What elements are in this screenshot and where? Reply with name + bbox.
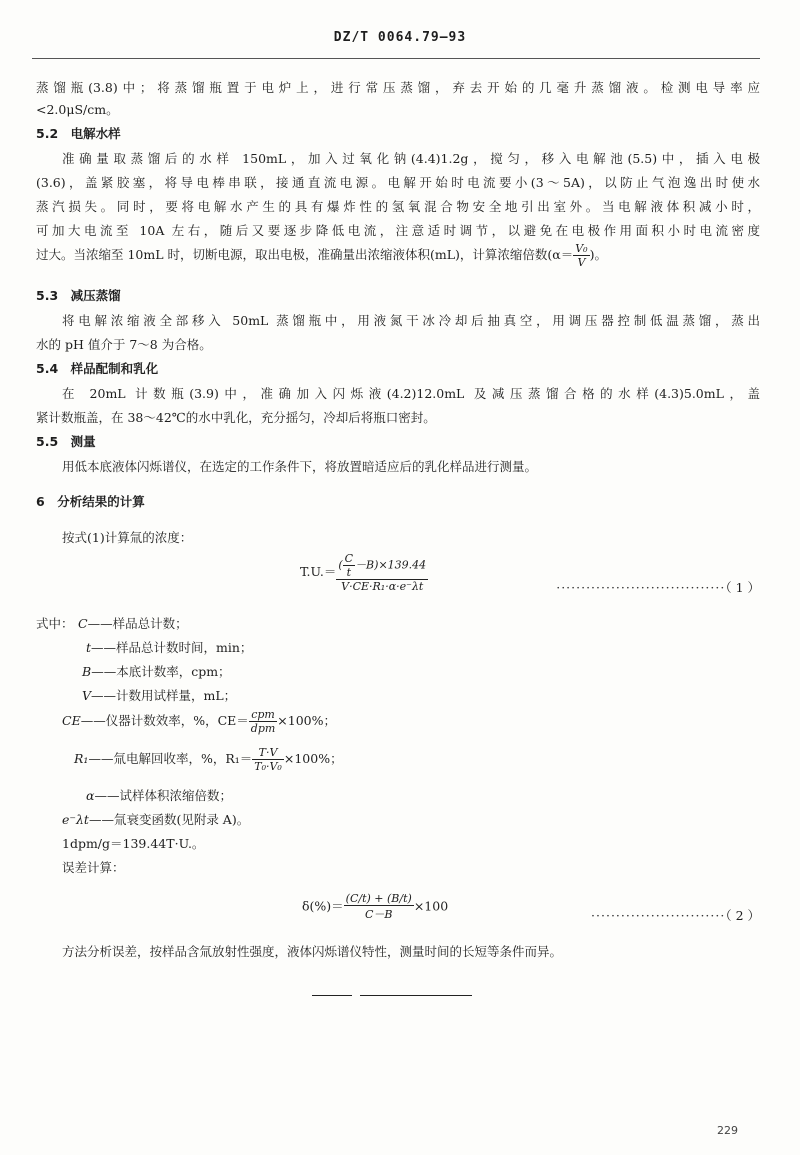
- equation-2: [302, 892, 448, 922]
- section-title-6: 6 分析结果的计算: [36, 494, 145, 509]
- para-line: 紧计数瓶盖，在 38～42℃的水中乳化，充分摇匀，冷却后将瓶口密封。: [36, 410, 436, 425]
- var-desc: ——仪器计数效率，%，CE＝: [80, 713, 249, 728]
- where-label: 式中：: [36, 616, 74, 631]
- closing-paragraph: 方法分析误差，按样品含氚放射性强度，液体闪烁谱仪特性，测量时间的长短等条件而异。: [62, 944, 563, 959]
- var-t: [86, 638, 252, 656]
- eq1-numerator: ( $\frac{C}{t}$ －B)×139.44: [338, 552, 427, 579]
- ce-num: cpm: [249, 708, 278, 722]
- eq1-t: t: [346, 566, 352, 579]
- var-v: [82, 686, 236, 704]
- unit-conversion: 1dpm/g＝139.44T·U.。: [62, 836, 205, 851]
- var-sym: t: [86, 640, 92, 655]
- concentration-factor-fraction: [573, 242, 589, 269]
- var-desc: ——氚衰变函数(见附录 A)。: [88, 812, 250, 827]
- var-desc: ——氚电解回收率，%，R₁＝: [88, 751, 253, 766]
- eq2-no: （ 2 ）: [725, 908, 760, 923]
- page-number: 229: [717, 1124, 738, 1137]
- var-desc: ——试样体积浓缩倍数；: [94, 788, 232, 803]
- var-decay: [62, 810, 249, 828]
- para-line: 蒸汽损失。同时，要将电解水产生的具有爆炸性的氢氧混合物安全地引出室外。当电解液体积减小时，: [36, 199, 760, 214]
- eq2-tail: ×100: [413, 898, 449, 914]
- ce-fraction: [249, 708, 278, 735]
- eq2-lhs: δ(%)＝: [302, 898, 344, 914]
- var-b: [82, 662, 231, 680]
- section-title-5-2: 5.2 电解水样: [36, 126, 121, 141]
- r1-num: T·V: [252, 746, 284, 760]
- para-line: 在 20mL 计数瓶(3.9)中，准确加入闪烁液(4.2)12.0mL 及减压蒸馏合格的水样(4.3)5.0mL，盖: [62, 386, 760, 401]
- para-line: 用低本底液体闪烁谱仪，在选定的工作条件下，将放置暗适应后的乳化样品进行测量。: [62, 459, 538, 474]
- r1-tail: ×100%；: [283, 751, 343, 766]
- var-alpha: [86, 786, 232, 804]
- var-desc: ——计数用试样量，mL；: [91, 688, 237, 703]
- var-sym: R₁: [74, 751, 89, 766]
- leader-dots: ··································: [556, 580, 726, 595]
- fraction-denominator: V: [577, 256, 586, 269]
- standard-number: DZ/T 0064.79—93: [333, 30, 467, 45]
- para-line: 将电解浓缩液全部移入 50mL 蒸馏瓶中，用液氮干冰冷却后抽真空，用调压器控制低温蒸馏，蒸出: [62, 313, 760, 328]
- var-desc: ——本底计数率，cpm；: [91, 664, 231, 679]
- var-desc: ——样品总计数时间，min；: [91, 640, 253, 655]
- eq1-factor: ×139.44: [378, 558, 427, 572]
- eq2-numerator: (C/t) + (B/t): [345, 892, 412, 905]
- para-line: <2.0μS/cm。: [36, 102, 119, 117]
- para-text: 过大。当浓缩至 10mL 时，切断电源，取出电极，准确量出浓缩液体积(mL)，计算浓缩倍数(α＝: [36, 247, 574, 262]
- equation-1: [300, 552, 428, 593]
- eq1-c: C: [344, 552, 354, 565]
- end-rule-long: [360, 995, 472, 996]
- error-intro: 误差计算：: [62, 860, 125, 875]
- equation-1-number: [556, 578, 760, 596]
- para-line: 蒸馏瓶(3.8)中；将蒸馏瓶置于电炉上，进行常压蒸馏，弃去开始的几毫升蒸馏液。检测电导率应: [36, 80, 760, 95]
- var-sym: α: [86, 788, 95, 803]
- formula-intro: 按式(1)计算氚的浓度：: [62, 530, 193, 545]
- var-desc: ——样品总计数；: [87, 616, 188, 631]
- section-title-5-5: 5.5 测量: [36, 434, 96, 449]
- ce-den: dpm: [250, 722, 276, 735]
- eq1-fraction: [336, 552, 428, 593]
- end-rule-short: [312, 995, 352, 996]
- header-rule: [32, 58, 760, 59]
- para-line: 水的 pH 值介于 7～8 为合格。: [36, 337, 212, 352]
- fraction-numerator: V₀: [575, 242, 588, 255]
- var-sym: V: [82, 688, 92, 703]
- var-c: [78, 614, 188, 632]
- eq1-denominator: V·CE·R₁·α·e⁻λt: [341, 580, 424, 593]
- eq1-no: （ 1 ）: [725, 580, 760, 595]
- para-line-with-fraction: [36, 242, 607, 269]
- eq1-minus-b: －B: [355, 558, 375, 572]
- var-ce: [62, 708, 336, 735]
- var-r1: [74, 746, 343, 773]
- section-title-5-3: 5.3 减压蒸馏: [36, 288, 121, 303]
- leader-dots: ···························: [591, 908, 726, 923]
- var-sym: e⁻λt: [62, 812, 89, 827]
- r1-den: T₀·V₀: [254, 760, 282, 773]
- var-sym: B: [82, 664, 92, 679]
- section-title-5-4: 5.4 样品配制和乳化: [36, 361, 159, 376]
- var-sym: C: [78, 616, 88, 631]
- para-line: 准确量取蒸馏后的水样 150mL，加入过氧化钠(4.4)1.2g，搅匀，移入电解池(5.5)中，插入电极: [62, 151, 760, 166]
- eq2-denominator: C－B: [364, 908, 393, 921]
- ce-tail: ×100%；: [277, 713, 337, 728]
- r1-fraction: [252, 746, 284, 773]
- para-text: )。: [589, 247, 607, 262]
- eq1-lhs: T.U.＝: [300, 564, 337, 579]
- para-line: (3.6)，盖紧胶塞，将导电棒串联，接通直流电源。电解开始时电流要小(3～5A)，以防止气泡逸出时使水: [36, 175, 760, 190]
- var-sym: CE: [62, 713, 81, 728]
- para-line: 可加大电流至 10A 左右，随后又要逐步降低电流，注意适时调节，以避免在电极作用面积小时电流密度: [36, 223, 760, 238]
- equation-2-number: [591, 906, 760, 924]
- eq2-fraction: [344, 892, 414, 922]
